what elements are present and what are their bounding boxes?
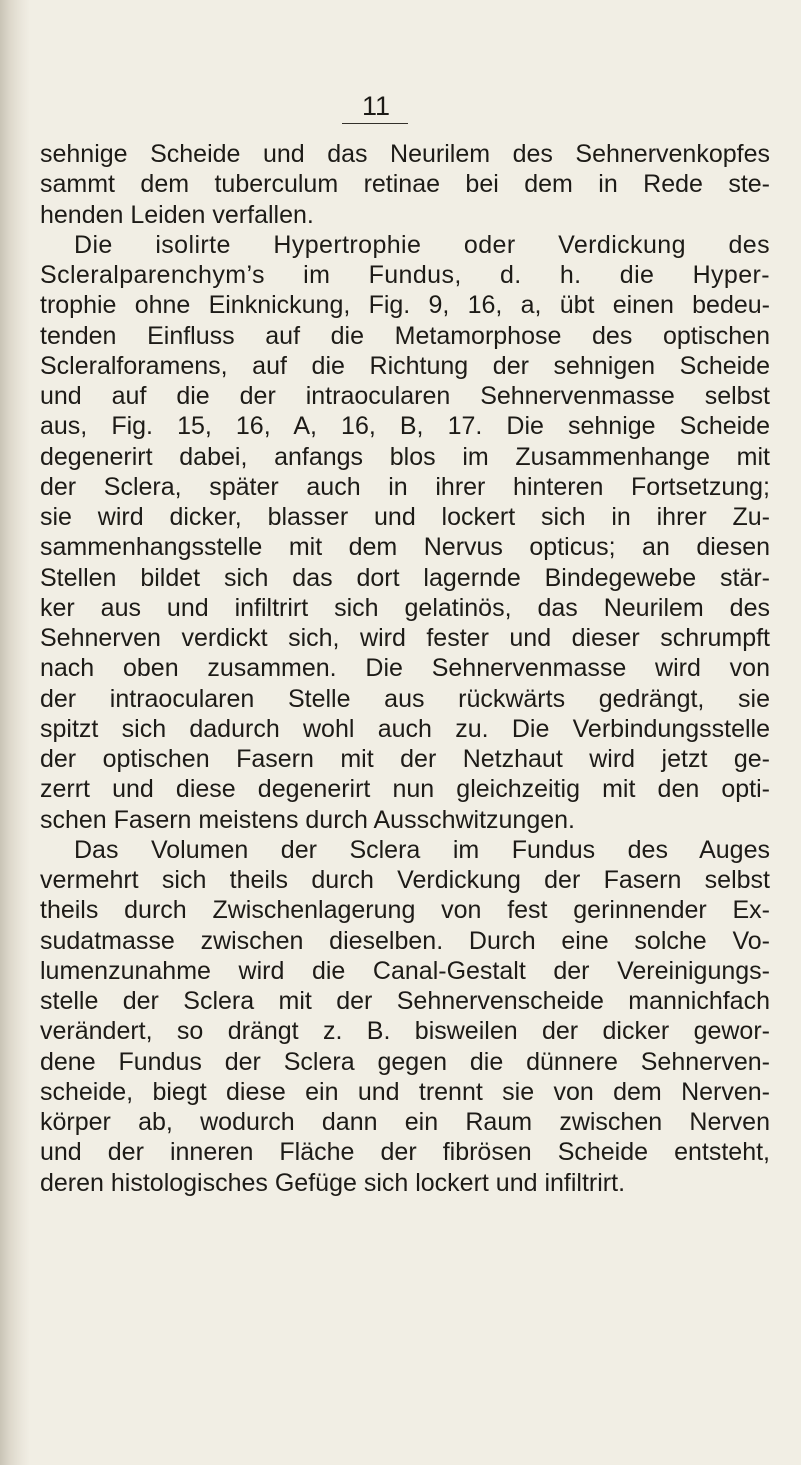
text-line: sammt dem tuberculum retinae bei dem in Rede ste- xyxy=(40,170,770,199)
text-line: deren histologisches Gefüge sich lockert und infiltrirt. xyxy=(40,1168,626,1197)
page-number: 11 xyxy=(361,91,391,121)
text-line: sehnige Scheide und das Neurilem des Sehnervenkopfes xyxy=(40,140,770,168)
text-line: der intraocularen Stelle aus rückwärts gedrängt, sie xyxy=(40,684,770,713)
text-line: scheide, biegt diese ein und trennt sie von dem Nerven- xyxy=(40,1077,770,1106)
text-line: ker aus und infiltrirt sich gelatinös, das Neurilem des xyxy=(40,593,770,622)
text-line: lumenzunahme wird die Canal-Gestalt der Vereinigungs- xyxy=(40,956,770,985)
text-line: tenden Einfluss auf die Metamorphose des optischen xyxy=(40,321,770,350)
text-line: spitzt sich dadurch wohl auch zu. Die Verbindungsstelle xyxy=(40,714,770,743)
text-line: und auf die der intraocularen Sehnervenmasse selbst xyxy=(40,382,770,410)
text-line: der optischen Fasern mit der Netzhaut wird jetzt ge- xyxy=(40,745,770,773)
text-line: Stellen bildet sich das dort lagernde Bindegewebe stär- xyxy=(40,563,770,592)
text-line: theils durch Zwischenlagerung von fest gerinnender Ex- xyxy=(40,896,770,925)
text-line: sudatmasse zwischen dieselben. Durch eine solche Vo- xyxy=(40,926,770,955)
text-line: Das Volumen der Sclera im Fundus des Auges xyxy=(74,835,770,864)
text-line: körper ab, wodurch dann ein Raum zwischen Nerven xyxy=(40,1108,770,1136)
text-line: sie wird dicker, blasser und lockert sich in ihrer Zu- xyxy=(40,503,770,531)
text-line: dene Fundus der Sclera gegen die dünnere Sehnerven- xyxy=(40,1047,770,1076)
text-line: degenerirt dabei, anfangs blos im Zusammenhange mit xyxy=(40,442,770,471)
text-line: Scleralparenchym’s im Fundus, d. h. die Hyper- xyxy=(40,261,770,289)
text-line: sammenhangsstelle mit dem Nervus opticus; an diesen xyxy=(40,533,770,562)
text-line: schen Fasern meistens durch Ausschwitzungen. xyxy=(40,805,575,834)
text-line: stelle der Sclera mit der Sehnervenscheide mannichfach xyxy=(40,987,770,1015)
text-line: der Sclera, später auch in ihrer hinteren Fortsetzung; xyxy=(40,472,770,501)
text-line: vermehrt sich theils durch Verdickung der Fasern selbst xyxy=(40,866,770,894)
body-text xyxy=(40,139,770,1198)
text-line: nach oben zusammen. Die Sehnervenmasse wird von xyxy=(40,654,770,683)
text-line: henden Leiden verfallen. xyxy=(40,200,314,229)
text-line: Scleralforamens, auf die Richtung der sehnigen Scheide xyxy=(40,351,770,380)
text-line: Sehnerven verdickt sich, wird fester und dieser schrumpft xyxy=(40,624,770,652)
page-number-rule xyxy=(342,123,408,124)
text-line: aus, Fig. 15, 16, A, 16, B, 17. Die sehnige Scheide xyxy=(40,412,770,441)
text-line: Die isolirte Hypertrophie oder Verdickung des xyxy=(74,230,770,259)
text-line: und der inneren Fläche der fibrösen Scheide entsteht, xyxy=(40,1138,770,1167)
text-line: verändert, so drängt z. B. bisweilen der dicker gewor- xyxy=(40,1017,770,1046)
page-edge-shadow xyxy=(0,0,30,1465)
text-line: zerrt und diese degenerirt nun gleichzeitig mit den opti- xyxy=(40,775,770,804)
text-line: trophie ohne Einknickung, Fig. 9, 16, a, übt einen bedeu- xyxy=(40,291,770,320)
